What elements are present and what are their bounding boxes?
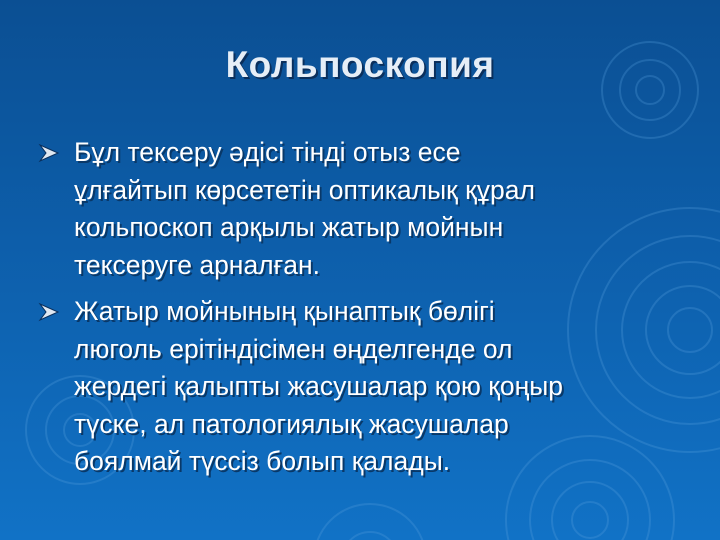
bullet-item <box>34 134 694 284</box>
arrowhead-bullet-icon <box>38 143 60 163</box>
bullet-item <box>34 293 694 481</box>
slide-title: Кольпоскопия <box>225 44 495 85</box>
bullet-text: Бұл тексеру әдісі тінді отыз есе ұлғайтып көрсететін оптикалық құрал кольпоскоп арқылы жатыр мойнын тексеруге арналған. <box>74 137 535 280</box>
bullet-list <box>34 134 694 490</box>
bullet-text: Жатыр мойнының қынаптық бөлігі люголь ерітіндісімен өңделгенде ол жердегі қалыпты жасушалар қою қоңыр түске, ал патологиялық жасушалар боялмай түссіз болып қалады. <box>74 296 564 476</box>
arrowhead-bullet-icon <box>38 302 60 322</box>
